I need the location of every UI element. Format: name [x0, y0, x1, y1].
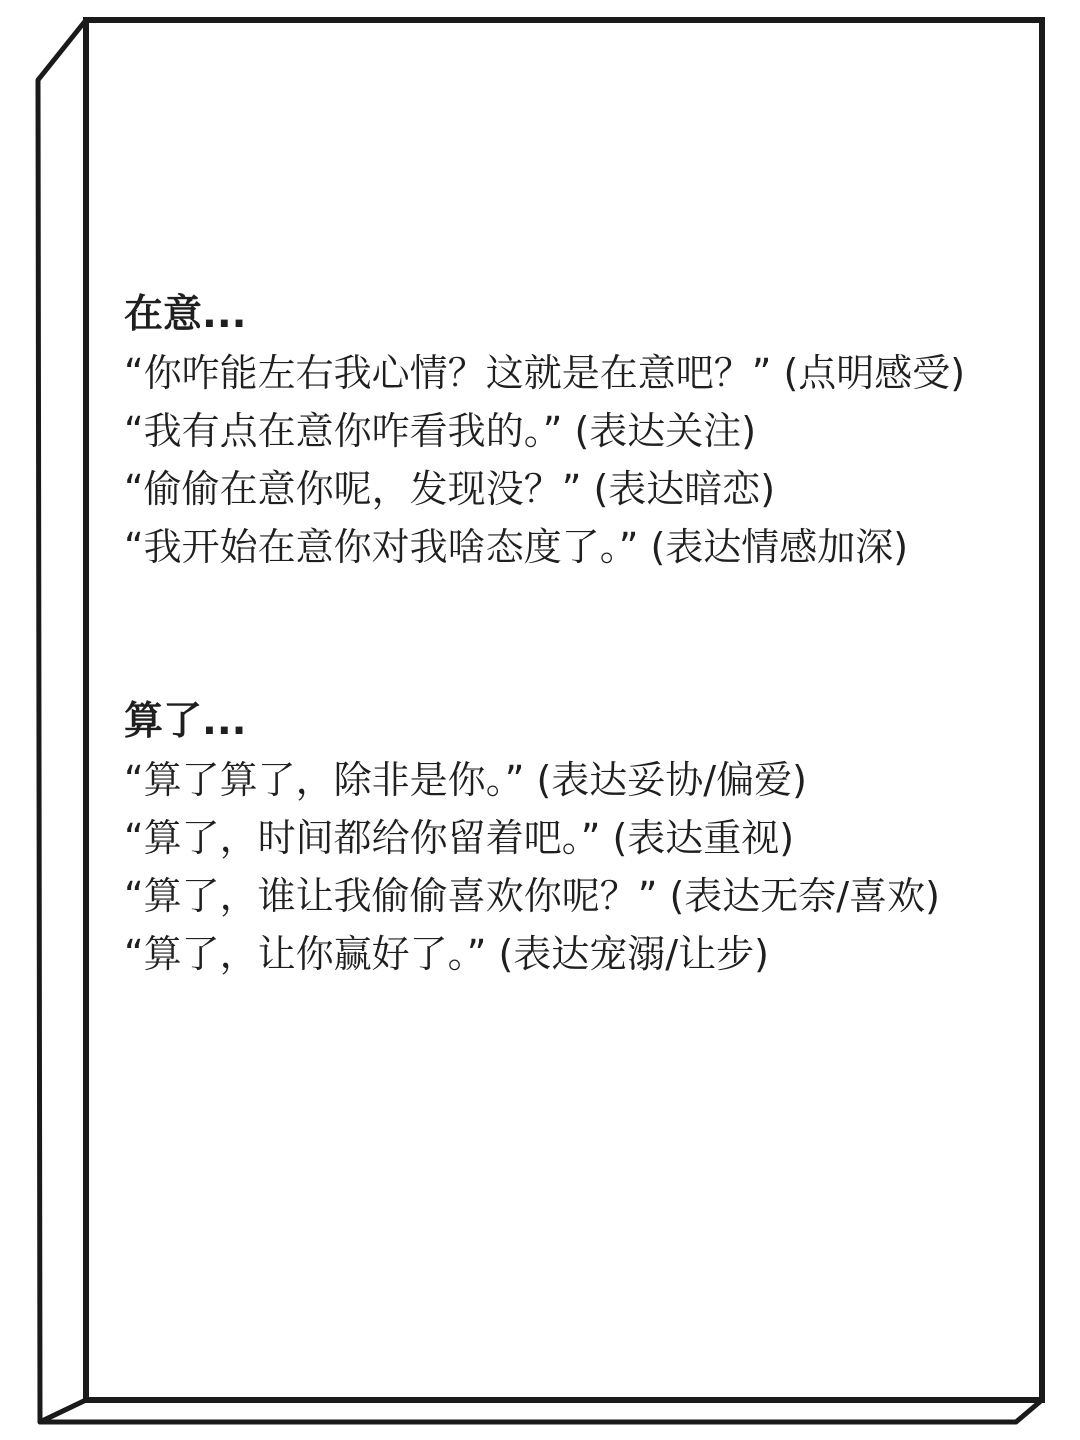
- section-forget-it: [124, 693, 1014, 983]
- phrase-line: “算了，时间都给你留着吧。” (表达重视): [124, 816, 795, 860]
- phrase-line: “算了，让你赢好了。” (表达宠溺/让步): [124, 932, 769, 976]
- phrase-line: “你咋能左右我心情？这就是在意吧？” (点明感受): [124, 351, 966, 395]
- phrase-line: “算了算了，除非是你。” (表达妥协/偏爱): [124, 758, 807, 802]
- section-caring: [124, 286, 1014, 576]
- text-content: [124, 286, 1014, 983]
- book-spine: [38, 20, 86, 1422]
- section-heading: 在意...: [124, 292, 247, 337]
- book-bottom-edge: [40, 1400, 1042, 1422]
- phrase-line: “偷偷在意你呢，发现没？” (表达暗恋): [124, 467, 776, 511]
- phrase-line: “算了，谁让我偷偷喜欢你呢？” (表达无奈/喜欢): [124, 874, 940, 918]
- section-heading: 算了...: [124, 699, 247, 744]
- phrase-line: “我开始在意你对我啥态度了。” (表达情感加深): [124, 525, 909, 569]
- phrase-line: “我有点在意你咋看我的。” (表达关注): [124, 409, 757, 453]
